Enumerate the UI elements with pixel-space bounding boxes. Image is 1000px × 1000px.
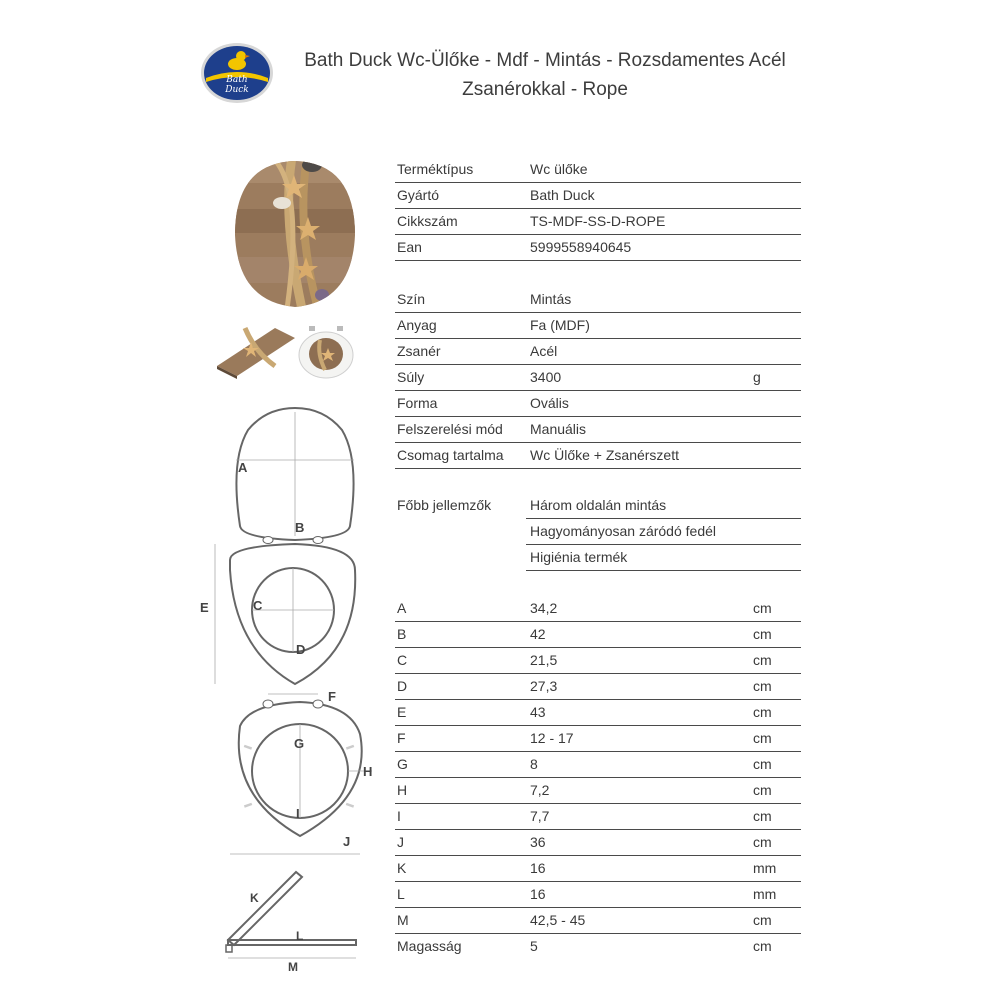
dim-value: 42,5 - 45 (530, 912, 586, 928)
diagram-letter-j: J (343, 834, 351, 849)
dim-label: L (397, 886, 405, 902)
dim-label: M (397, 912, 409, 928)
spec-value: Bath Duck (530, 187, 595, 203)
dim-label: A (397, 600, 407, 616)
dim-row (395, 907, 801, 934)
feature-row (526, 544, 801, 571)
dim-value: 27,3 (530, 678, 558, 694)
spec-value: Ovális (530, 395, 569, 411)
dim-value: 7,2 (530, 782, 550, 798)
feature-value: Higiénia termék (530, 549, 628, 565)
spec-value: Wc Ülőke + Zsanérszett (530, 447, 679, 463)
bath-duck-logo (200, 42, 274, 104)
spec-label: Terméktípus (397, 161, 474, 177)
feature-value: Hagyományosan záródó fedél (530, 523, 717, 539)
dim-label: G (397, 756, 408, 772)
dim-unit: mm (753, 860, 777, 876)
feature-row (526, 492, 801, 519)
spec-value: Mintás (530, 291, 572, 307)
feature-row (526, 518, 801, 545)
spec-value: 5999558940645 (530, 239, 632, 255)
diagram-letter-m: M (288, 960, 298, 973)
title-line-2: Zsanérokkal - Rope (462, 79, 628, 100)
dim-unit: cm (753, 912, 772, 928)
dim-unit: cm (753, 938, 772, 954)
diagram-letter-e: E (200, 600, 209, 615)
dim-unit: cm (753, 678, 772, 694)
diagram-letter-i: I (296, 806, 300, 821)
dim-label: Magasság (397, 938, 462, 954)
dim-unit: cm (753, 808, 772, 824)
diagram-letter-g: G (294, 736, 305, 751)
dim-row (395, 829, 801, 856)
spec-label: Cikkszám (397, 213, 458, 229)
spec-row (395, 390, 801, 417)
spec-value: Manuális (530, 421, 587, 437)
diagram-letter-d: D (296, 642, 306, 657)
dim-value: 8 (530, 756, 538, 772)
diagram-bottom (200, 686, 375, 861)
spec-row (395, 312, 801, 339)
diagram-seat (195, 540, 370, 690)
dim-label: J (397, 834, 404, 850)
dim-row (395, 725, 801, 752)
spec-value: TS-MDF-SS-D-ROPE (530, 213, 666, 229)
spec-unit: g (753, 369, 761, 385)
dim-row (395, 933, 801, 959)
dim-label: C (397, 652, 408, 668)
spec-row (395, 416, 801, 443)
dim-row (395, 621, 801, 648)
dim-row (395, 855, 801, 882)
dim-label: H (397, 782, 408, 798)
dim-row (395, 673, 801, 700)
dim-unit: cm (753, 730, 772, 746)
spec-label: Zsanér (397, 343, 441, 359)
spec-row (395, 208, 801, 235)
spec-label: Forma (397, 395, 438, 411)
dim-unit: cm (753, 834, 772, 850)
features-label-row (395, 492, 525, 518)
dim-row (395, 751, 801, 778)
product-photo-side (215, 322, 297, 380)
spec-row (395, 442, 801, 469)
title-line-1: Bath Duck Wc-Ülőke - Mdf - Mintás - Rozsdamentes Acél (304, 50, 786, 71)
dim-value: 34,2 (530, 600, 558, 616)
dim-label: D (397, 678, 408, 694)
spec-row (395, 156, 801, 183)
diagram-letter-c: C (253, 598, 263, 613)
spec-label: Szín (397, 291, 426, 307)
spec-row (395, 364, 801, 391)
dim-row (395, 881, 801, 908)
feature-value: Három oldalán mintás (530, 497, 667, 513)
logo-text-1: Bath (226, 75, 248, 85)
dim-row (395, 777, 801, 804)
spec-value: 3400 (530, 369, 562, 385)
diagram-letter-l: L (296, 929, 304, 943)
dim-row (395, 595, 801, 622)
dim-row (395, 803, 801, 830)
dim-unit: cm (753, 652, 772, 668)
dim-label: I (397, 808, 401, 824)
dim-unit: cm (753, 626, 772, 642)
spec-label: Anyag (397, 317, 437, 333)
diagram-lid (200, 400, 370, 550)
spec-label: Gyártó (397, 187, 440, 203)
spec-label: Ean (397, 239, 422, 255)
spec-row (395, 286, 801, 313)
dim-value: 36 (530, 834, 546, 850)
spec-value: Wc ülőke (530, 161, 588, 177)
spec-row (395, 182, 801, 209)
spec-label: Csomag tartalma (397, 447, 504, 463)
features-label: Főbb jellemzők (397, 497, 492, 513)
diagram-letter-b: B (295, 520, 305, 535)
dim-value: 16 (530, 886, 546, 902)
spec-row (395, 234, 801, 261)
dim-value: 12 - 17 (530, 730, 574, 746)
logo-text-2: Duck (225, 85, 249, 95)
spec-row (395, 338, 801, 365)
dim-value: 21,5 (530, 652, 558, 668)
dim-unit: cm (753, 600, 772, 616)
spec-value: Acél (530, 343, 558, 359)
dim-value: 43 (530, 704, 546, 720)
diagram-letter-k: K (250, 891, 259, 905)
diagram-letter-f: F (328, 689, 336, 704)
product-photo-open (295, 322, 357, 380)
spec-label: Felszerelési mód (397, 421, 503, 437)
dim-value: 5 (530, 938, 538, 954)
dim-value: 42 (530, 626, 546, 642)
diagram-letter-h: H (363, 764, 373, 779)
dim-row (395, 699, 801, 726)
dim-value: 16 (530, 860, 546, 876)
diagram-profile (218, 868, 363, 973)
dim-label: F (397, 730, 406, 746)
dim-label: E (397, 704, 407, 720)
dim-unit: cm (753, 756, 772, 772)
dim-unit: mm (753, 886, 777, 902)
dim-unit: cm (753, 782, 772, 798)
dim-value: 7,7 (530, 808, 550, 824)
dim-row (395, 647, 801, 674)
dim-unit: cm (753, 704, 772, 720)
spec-label: Súly (397, 369, 425, 385)
diagram-letter-a: A (238, 460, 248, 475)
spec-value: Fa (MDF) (530, 317, 590, 333)
page-title (290, 46, 800, 104)
dim-label: K (397, 860, 407, 876)
product-photo-top (232, 157, 358, 309)
dim-label: B (397, 626, 407, 642)
